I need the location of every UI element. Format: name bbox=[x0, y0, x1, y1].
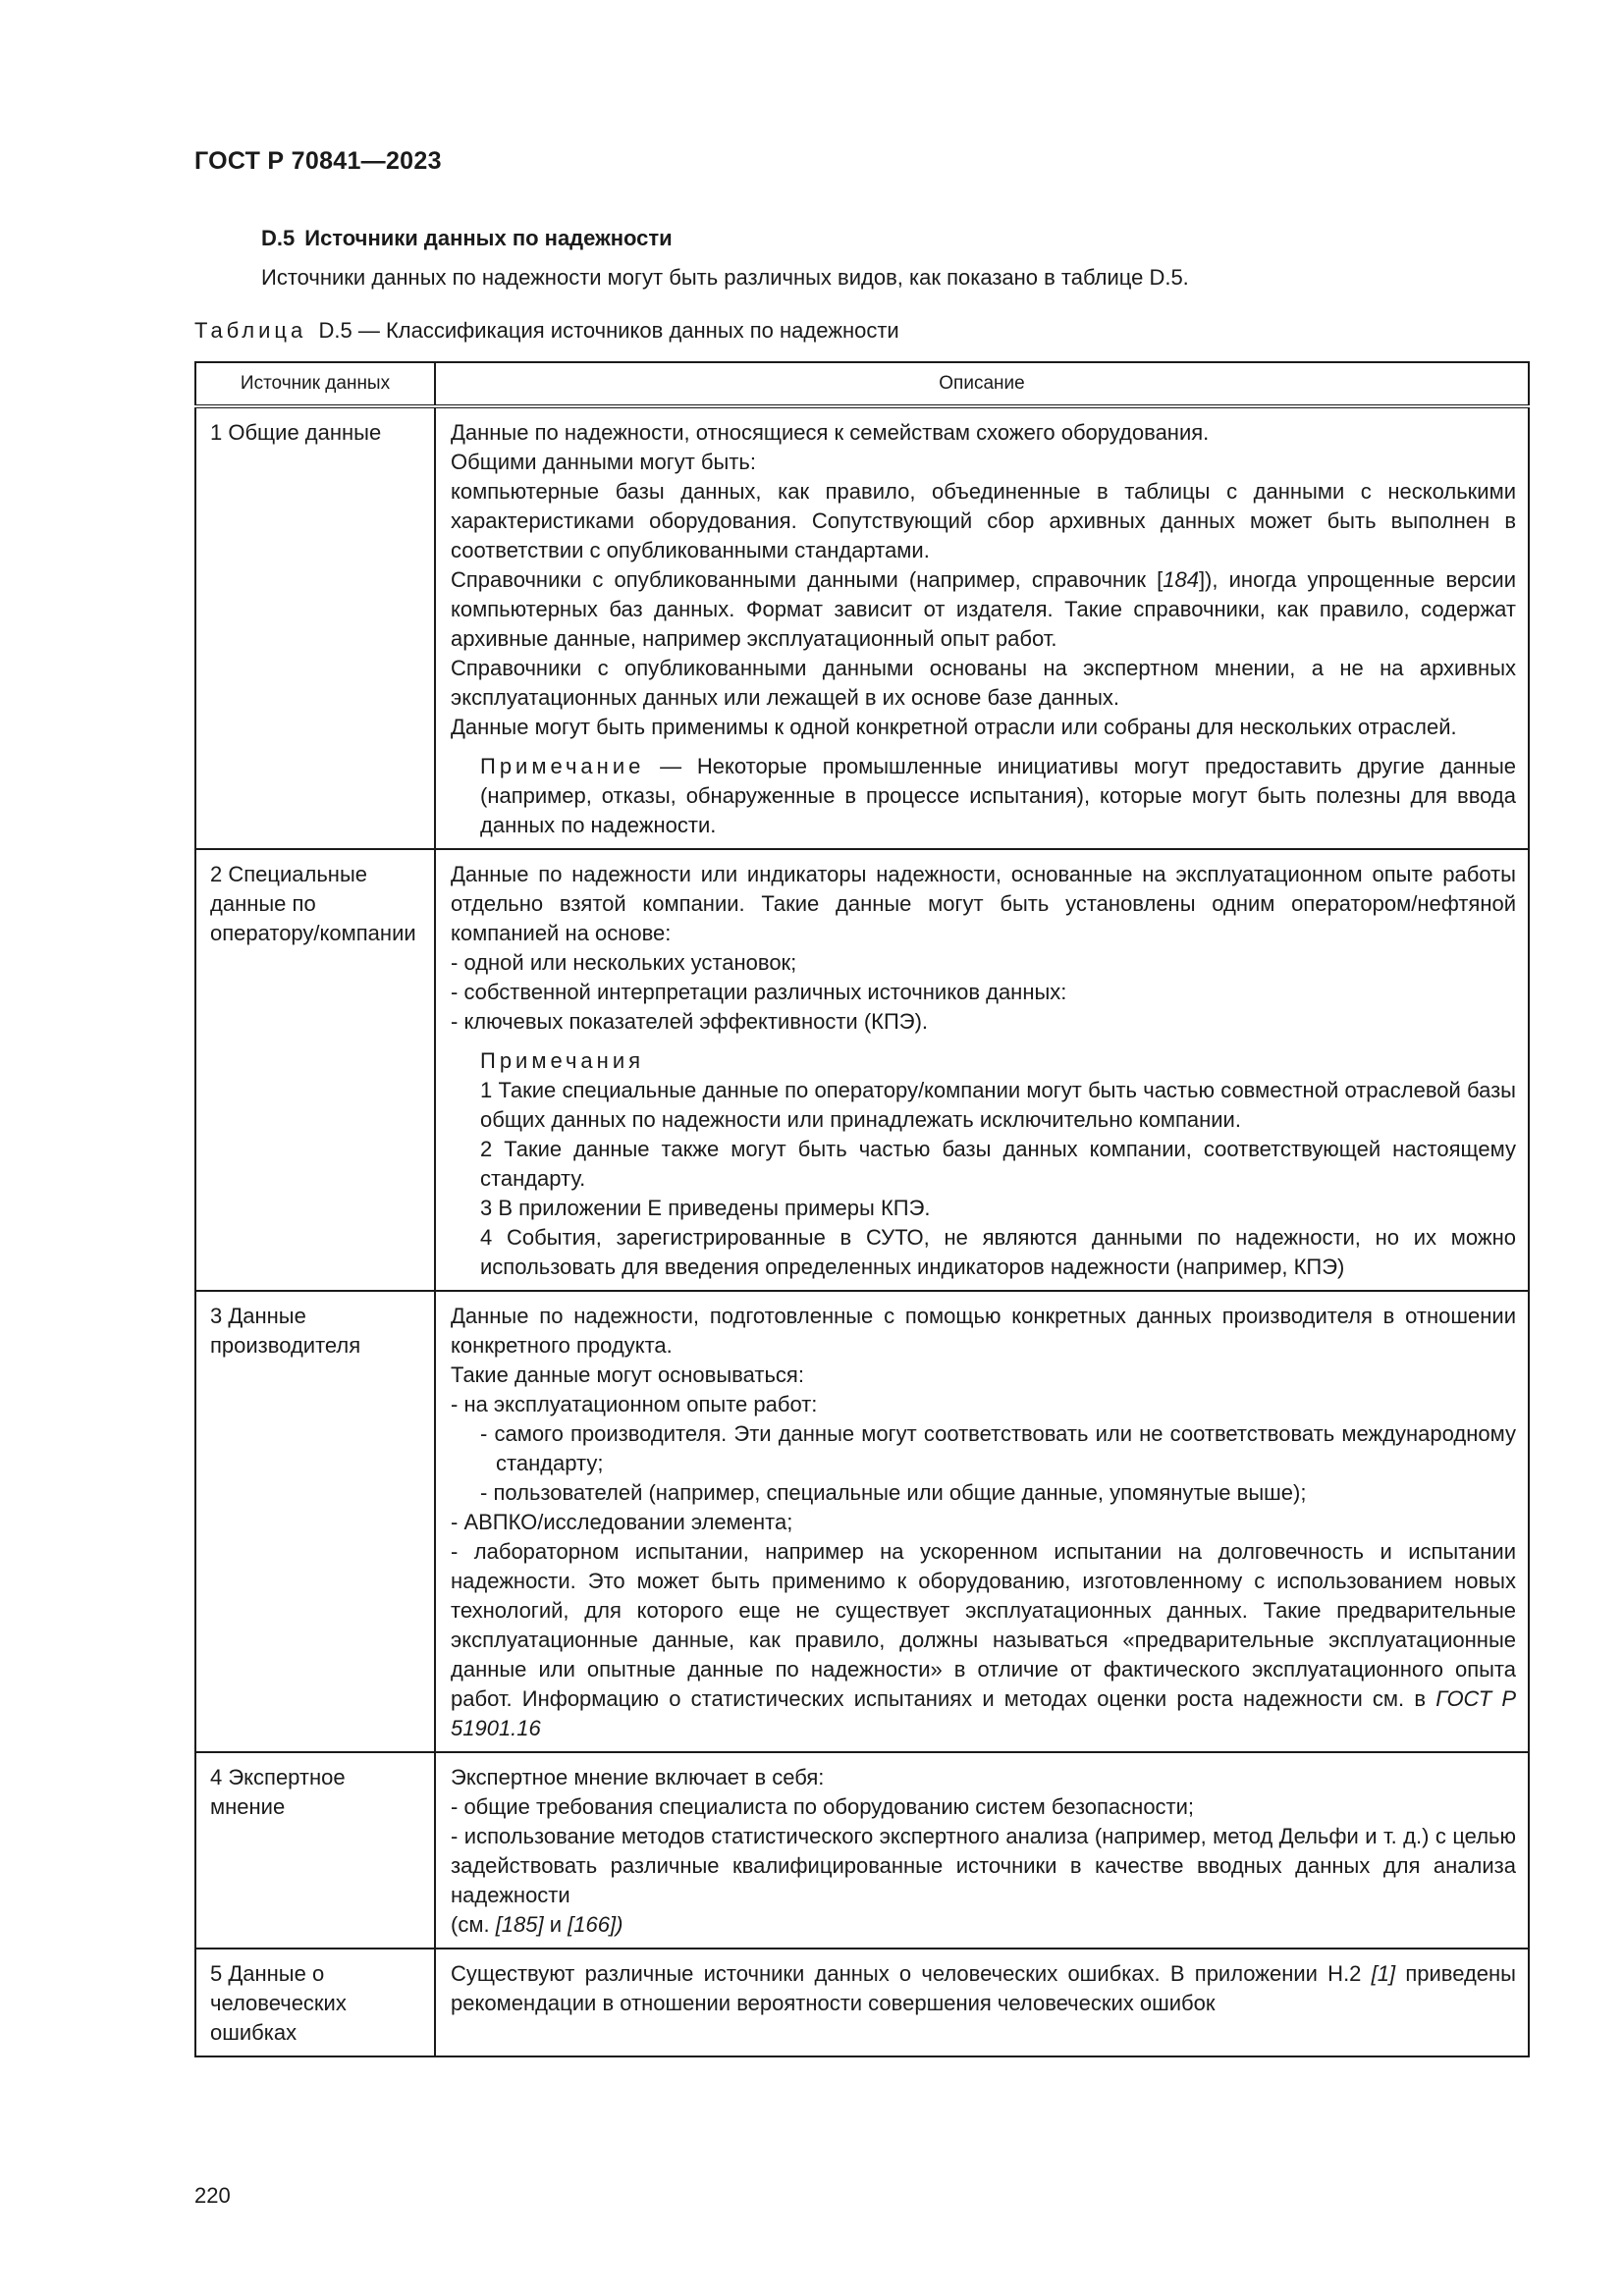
note-item: 3 В приложении Е приведены примеры КПЭ. bbox=[480, 1196, 931, 1220]
note-text: — Некоторые промышленные инициативы могут предоставить другие данные (например, отказы, обнаруженные в процессе испытания), которые могут быть полезны для ввода данных по надежности. bbox=[480, 754, 1516, 837]
description-line: Данные по надежности, подготовленные с помощью конкретных данных производителя в отношении конкретного продукта. bbox=[451, 1304, 1516, 1358]
description-line: Данные по надежности или индикаторы надежности, основанные на эксплуатационном опыте работы отдельно взятой компании. Такие данные могут быть установлены одним оператором/нефтяной компанией на основе: bbox=[451, 862, 1516, 945]
text-fragment: ]), иногда упрощенные версии компьютерных баз данных. Формат зависит от издателя. Такие справочники, как правило, содержат архивные данные, например эксплуатационный опыт работ. bbox=[451, 567, 1516, 651]
note-item: 2 Такие данные также могут быть частью базы данных компании, соответствующей настоящему стандарту. bbox=[480, 1137, 1516, 1191]
description-line: - ключевых показателей эффективности (КПЭ). bbox=[451, 1009, 929, 1034]
text-fragment: приведены рекомендации в отношении вероятности совершения человеческих ошибок bbox=[451, 1961, 1516, 2015]
bibliography-reference: [166]) bbox=[568, 1912, 623, 1937]
description-cell bbox=[435, 1752, 1529, 1949]
description-line: - самого производителя. Эти данные могут соответствовать или не соответствовать международному стандарту; bbox=[480, 1421, 1516, 1475]
text-fragment: Справочники с опубликованными данными (например, справочник [ bbox=[451, 567, 1164, 592]
description-cell bbox=[435, 406, 1529, 849]
data-sources-table bbox=[194, 361, 1530, 2057]
description-line: - использование методов статистического экспертного анализа (например, метод Дельфи и т. д.) с целью задействовать различные квалифицированные источники в качестве вводных данных для анализа надежности bbox=[451, 1824, 1516, 1907]
note bbox=[451, 752, 1516, 840]
standard-reference: ГОСТ Р 51901.16 bbox=[451, 1686, 1517, 1740]
table-caption-text: D.5 — Классификация источников данных по надежности bbox=[318, 318, 899, 343]
section-intro: Источники данных по надежности могут быть различных видов, как показано в таблице D.5. bbox=[261, 265, 1189, 290]
description-line: Экспертное мнение включает в себя: bbox=[451, 1765, 825, 1789]
bibliography-reference: [1] bbox=[1371, 1961, 1396, 1986]
text-fragment: и bbox=[543, 1912, 568, 1937]
description-line bbox=[451, 1910, 1516, 1940]
description-line: - пользователей (например, специальные или общие данные, упомянутые выше); bbox=[480, 1480, 1307, 1505]
table-caption bbox=[194, 318, 899, 344]
note-item: 1 Такие специальные данные по оператору/компании могут быть частью совместной отраслевой базы общих данных по надежности или принадлежать исключительно компании. bbox=[480, 1078, 1516, 1132]
description-cell bbox=[435, 849, 1529, 1291]
text-fragment: Существуют различные источники данных о человеческих ошибках. В приложении Н.2 bbox=[451, 1961, 1372, 1986]
description-line: - АВПКО/исследовании элемента; bbox=[451, 1510, 793, 1534]
description-line bbox=[451, 565, 1516, 654]
table-row bbox=[195, 406, 1529, 849]
page-number: 220 bbox=[194, 2183, 231, 2208]
description-cell bbox=[435, 1949, 1529, 2056]
description-cell bbox=[435, 1291, 1529, 1752]
table-row bbox=[195, 1752, 1529, 1949]
description-line bbox=[451, 1537, 1516, 1743]
notes-label: Примечания bbox=[480, 1048, 645, 1073]
column-header-description: Описание bbox=[435, 362, 1529, 406]
description-line bbox=[451, 1959, 1516, 2018]
source-cell: 4 Экспертное мнение bbox=[195, 1752, 435, 1949]
section-heading bbox=[261, 226, 673, 251]
description-line: Данные могут быть применимы к одной конкретной отрасли или собраны для нескольких отраслей. bbox=[451, 715, 1457, 739]
table-row bbox=[195, 1291, 1529, 1752]
text-fragment: - лабораторном испытании, например на ускоренном испытании на долговечность и испытании надежности. Это может быть применимо к оборудованию, изготовленному с использованием новых технологий, для которого еще не существует эксплуатационных данных. Такие предварительные эксплуатационные данные, как правило, должны называться «предварительные эксплуатационные данные или опытные данные по надежности» в отличие от фактического эксплуатационного опыта работ. Информацию о статистических испытаниях и методах оценки роста надежности см. в bbox=[451, 1539, 1516, 1711]
standard-number: ГОСТ Р 70841—2023 bbox=[194, 147, 442, 175]
source-cell: 3 Данные производителя bbox=[195, 1291, 435, 1752]
bibliography-reference: [185] bbox=[495, 1912, 544, 1937]
description-line: Данные по надежности, относящиеся к семействам схожего оборудования. bbox=[451, 420, 1210, 445]
description-line: - на эксплуатационном опыте работ: bbox=[451, 1392, 818, 1416]
table-row bbox=[195, 1949, 1529, 2056]
description-line: компьютерные базы данных, как правило, объединенные в таблицы с данными с несколькими характеристиками оборудования. Сопутствующий сбор архивных данных может быть выполнен в соответствии с опубликованными стандартами. bbox=[451, 479, 1516, 562]
note-label: Примечание bbox=[480, 754, 645, 778]
table-caption-label: Таблица bbox=[194, 318, 307, 343]
column-header-source: Источник данных bbox=[195, 362, 435, 406]
description-line: Справочники с опубликованными данными основаны на экспертном мнении, а не на архивных эксплуатационных данных или лежащей в их основе базе данных. bbox=[451, 656, 1516, 710]
source-cell: 1 Общие данные bbox=[195, 406, 435, 849]
table-row bbox=[195, 849, 1529, 1291]
source-cell: 5 Данные о человеческих ошибках bbox=[195, 1949, 435, 2056]
table-header-row bbox=[195, 362, 1529, 406]
description-line: - одной или нескольких установок; bbox=[451, 950, 797, 975]
note-item: 4 События, зарегистрированные в СУТО, не являются данными по надежности, но их можно использовать для введения определенных индикаторов надежности (например, КПЭ) bbox=[480, 1225, 1516, 1279]
section-number: D.5 bbox=[261, 226, 296, 250]
text-fragment: (см. bbox=[451, 1912, 496, 1937]
description-line: Такие данные могут основываться: bbox=[451, 1362, 804, 1387]
description-line: - собственной интерпретации различных источников данных: bbox=[451, 980, 1067, 1004]
section-title: Источники данных по надежности bbox=[304, 226, 673, 250]
bibliography-reference: 184 bbox=[1163, 567, 1199, 592]
source-cell: 2 Специальные данные по оператору/компании bbox=[195, 849, 435, 1291]
description-line: Общими данными могут быть: bbox=[451, 450, 756, 474]
description-line: - общие требования специалиста по оборудованию систем безопасности; bbox=[451, 1794, 1195, 1819]
